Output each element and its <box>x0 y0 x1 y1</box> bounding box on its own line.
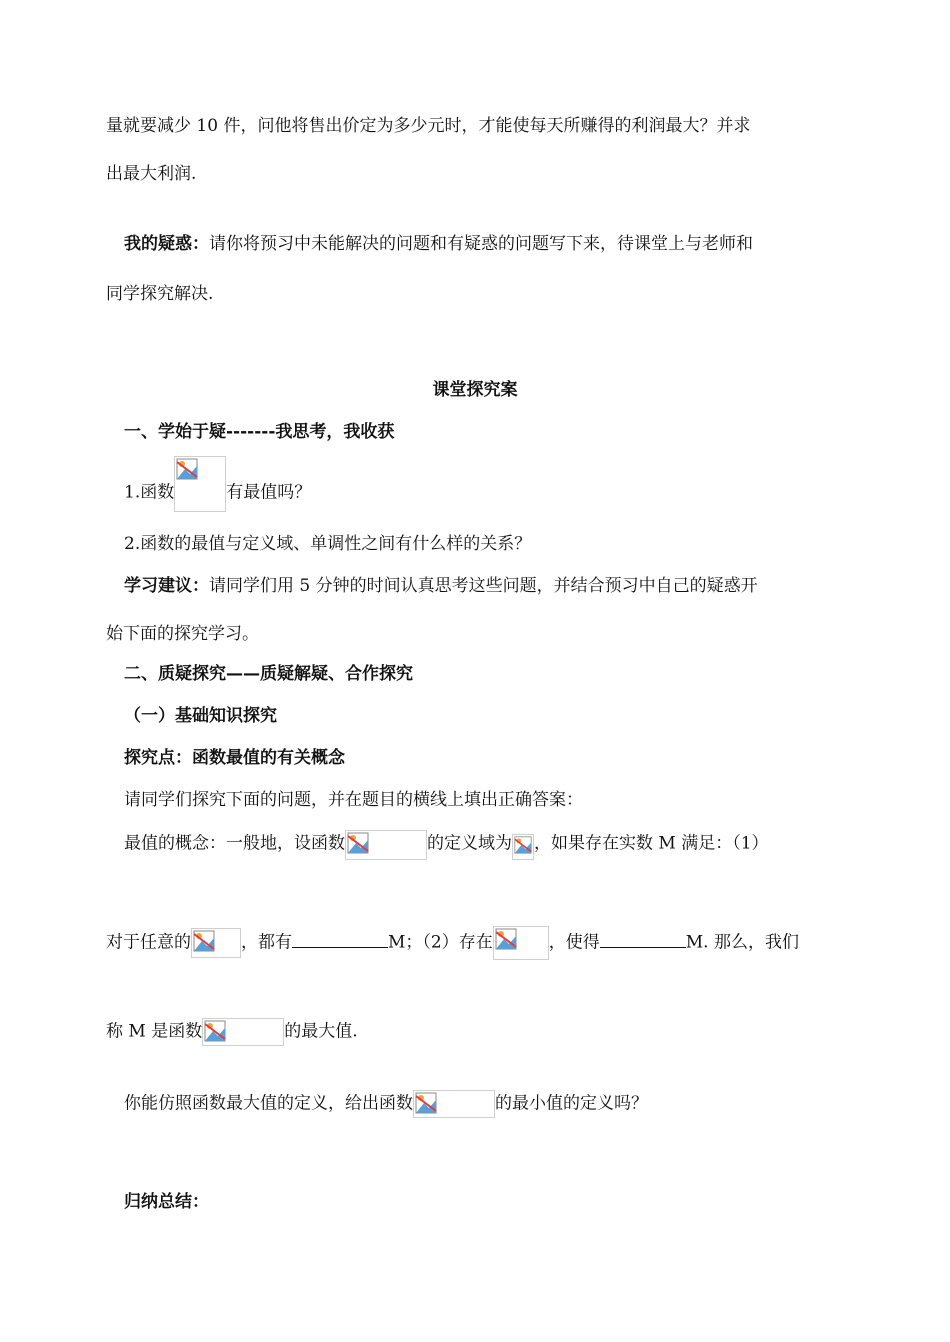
definition-line <box>124 828 769 860</box>
image-placeholder-icon <box>202 1018 284 1046</box>
text: 量就要减少 10 件，问他将售出价定为多少元时，才能使每天所赚得的利润最大？并求 <box>106 116 751 136</box>
text: 同学探究解决. <box>106 284 214 304</box>
instruction: 请同学们探究下面的问题，并在题目的横线上填出正确答案： <box>124 790 583 810</box>
subsection-heading: （一）基础知识探究 <box>124 706 277 726</box>
para-line <box>106 114 750 138</box>
definition-line-2 <box>106 926 799 960</box>
doubt-line-2 <box>106 282 213 306</box>
section-title: 课堂探究案 <box>432 380 518 400</box>
para-line <box>106 162 196 186</box>
min-value-question <box>124 1090 648 1118</box>
fill-blank[interactable] <box>292 929 388 948</box>
text: 对于任意的 <box>106 932 191 953</box>
advice-line <box>124 574 758 598</box>
summary-heading: 归纳总结： <box>124 1192 209 1212</box>
text: M；（2）存在 <box>388 932 493 953</box>
text: 出最大利润. <box>106 164 197 184</box>
text: 请你将预习中未能解决的问题和有疑惑的问题写下来，待课堂上与老师和 <box>209 234 753 254</box>
text: ，都有 <box>241 932 292 953</box>
text: 称 M 是函数 <box>106 1021 203 1042</box>
image-placeholder-icon <box>345 830 427 860</box>
part1-heading: 一、学始于疑-------我思考，我收获 <box>124 422 395 442</box>
text: ，如果存在实数 M 满足：（1） <box>534 833 769 854</box>
definition-line-3 <box>106 1018 358 1046</box>
text: 请同学们用 5 分钟的时间认真思考这些问题，并结合预习中自己的疑惑开 <box>209 576 758 596</box>
question-1 <box>124 474 311 512</box>
image-placeholder-icon <box>174 456 226 512</box>
question-2: 2.函数的最值与定义域、单调性之间有什么样的关系？ <box>124 534 532 554</box>
advice-label: 学习建议： <box>124 576 209 596</box>
text: 最值的概念：一般地，设函数 <box>124 833 345 854</box>
doubt-label: 我的疑惑： <box>124 234 209 254</box>
text: 1.函数 <box>124 482 175 503</box>
text: 的最小值的定义吗？ <box>495 1093 648 1114</box>
image-placeholder-icon <box>493 926 549 960</box>
image-placeholder-icon <box>191 928 241 958</box>
advice-line-2: 始下面的探究学习。 <box>106 624 259 644</box>
text: 你能仿照函数最大值的定义，给出函数 <box>124 1093 413 1114</box>
text: ，使得 <box>548 932 600 953</box>
text: 的最大值. <box>284 1021 358 1042</box>
image-placeholder-icon <box>512 834 534 860</box>
text: M. 那么，我们 <box>685 932 799 953</box>
text: 的定义域为 <box>427 833 512 854</box>
image-placeholder-icon <box>413 1090 495 1118</box>
text: 有最值吗？ <box>226 482 312 503</box>
explore-point: 探究点：函数最值的有关概念 <box>124 748 345 768</box>
fill-blank[interactable] <box>600 929 686 948</box>
doubt-line <box>124 232 753 256</box>
part2-heading: 二、质疑探究——质疑解疑、合作探究 <box>124 664 413 684</box>
